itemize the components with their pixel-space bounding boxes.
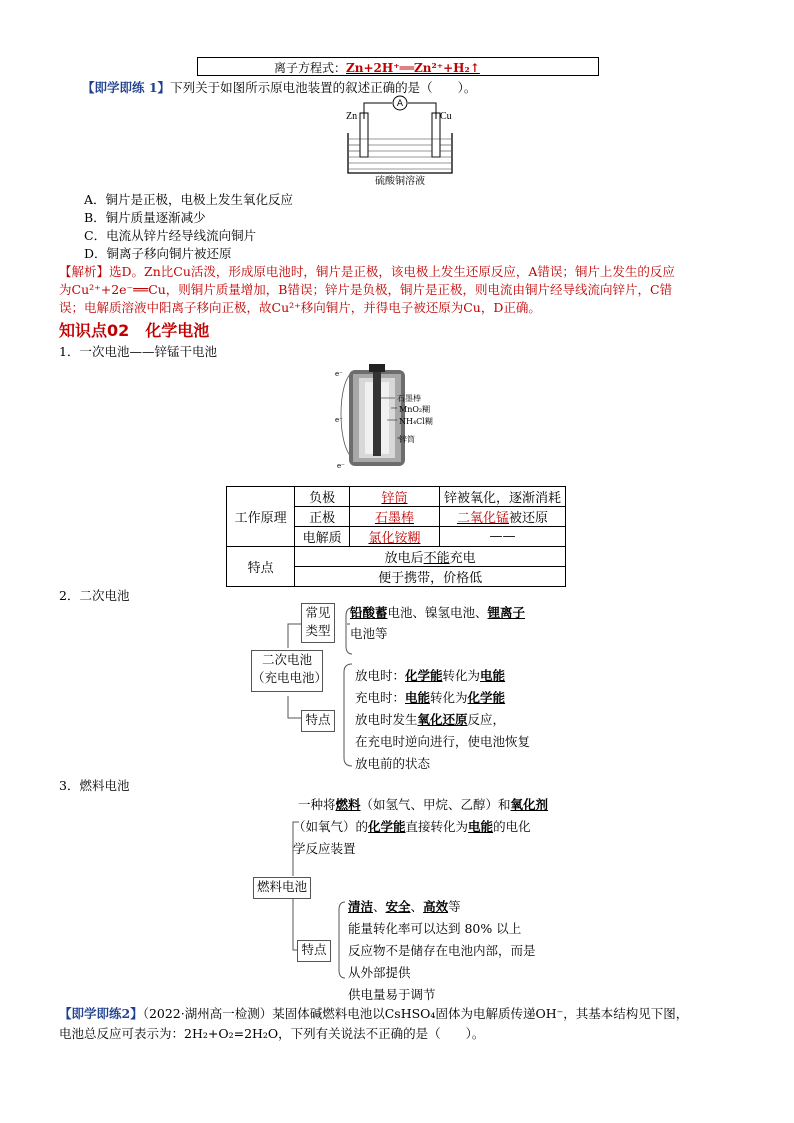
fuel-f1-a: 清洁 (348, 899, 374, 914)
secondary-root-line2: （充电电池） (252, 670, 328, 685)
positive-desc: 被还原 (508, 511, 548, 526)
fuel-f1-d: 、 (410, 899, 424, 914)
f3-c: 反应， (467, 712, 506, 727)
def2-d: 电能 (468, 819, 494, 834)
fuel-cell-root: 燃料电池 (253, 877, 311, 899)
positive-key: 正极 (295, 507, 350, 527)
fuel-cell-title: 3．燃料电池 (59, 778, 130, 793)
zinc-can-label: 锌筒 (399, 435, 415, 444)
f3-a: 放电时发生 (355, 712, 418, 727)
dry-cell-figure (335, 358, 465, 476)
secondary-f3 (355, 709, 505, 730)
fuel-def3: 学反应装置 (293, 841, 356, 856)
positive-value: 石墨棒 (349, 507, 439, 527)
analysis-line-3: 误；电解质溶液中阳离子移向正极，故Cu²⁺移向铜片，并得电子被还原为Cu，D正确。 (59, 300, 541, 315)
option-d: D．铜离子移向铜片被还原 (84, 246, 232, 261)
secondary-f2 (355, 687, 505, 708)
f2-a: 充电时： (355, 690, 406, 705)
feature-cell: 特点 (227, 547, 295, 587)
nh4cl-label: NH₄Cl糊 (399, 417, 433, 426)
option-a: A．铜片是正极，电极上发生氧化反应 (84, 192, 294, 207)
exercise2-tag: 【即学即练2】 (59, 1006, 143, 1021)
secondary-f4: 在充电时逆向进行，使电池恢复 (355, 734, 531, 749)
dry-cell-table (226, 486, 566, 587)
common-types-node-line2: 类型 (305, 623, 331, 638)
fuel-feature-node: 特点 (297, 940, 331, 962)
exercise1-question-line (82, 78, 476, 96)
exercise2-line2: 电池总反应可表示为：2H₂+O₂=2H₂O，下列有关说法不正确的是（ ）。 (59, 1026, 485, 1041)
def1-a: 一种将 (298, 797, 336, 812)
section-title: 知识点02 化学电池 (59, 321, 210, 340)
secondary-root-line1: 二次电池 (261, 652, 312, 667)
fuel-f4: 从外部提供 (348, 965, 411, 980)
electrolyte-desc: —— (439, 527, 565, 547)
cell-caption: 硫酸铜溶液 (375, 176, 425, 187)
f2-b: 电能 (405, 690, 431, 705)
fuel-f3: 反应物不是储存在电池内部，而是 (348, 943, 536, 958)
analysis-line-1: 【解析】选D。Zn比Cu活泼，形成原电池时，铜片是正极，该电极上发生还原反应，A错误；铜片上发生的反应 (59, 264, 675, 279)
secondary-types-line1 (350, 602, 525, 623)
f1-a: 放电时： (355, 668, 406, 683)
mno2-label: MnO₂糊 (399, 405, 431, 414)
secondary-battery-title: 2．二次电池 (59, 588, 130, 603)
fuel-f2: 能量转化率可以达到 80% 以上 (348, 921, 522, 936)
f3-b: 氧化还原 (417, 712, 468, 727)
common-types-node-line1: 常见 (305, 605, 331, 620)
exercise1-question: 下列关于如图所示原电池装置的叙述正确的是（ ）。 (170, 80, 477, 95)
common-types-node (301, 603, 335, 643)
f2-c: 转化为 (430, 690, 468, 705)
fuel-f1-c: 安全 (385, 899, 411, 914)
negative-value: 锌筒 (349, 487, 439, 507)
secondary-types-line2: 电池等 (350, 626, 388, 641)
feature-1-pre: 放电后 (384, 551, 424, 566)
exercise2-text1: （2022·湖州高一检测）某固体碱燃料电池以CsHSO₄固体为电解质传递OH⁻，其基本结构见下图， (142, 1006, 689, 1021)
fuel-f1 (348, 896, 461, 917)
fuel-f1-b: 、 (373, 899, 386, 914)
fuel-def1 (298, 794, 548, 815)
electron-label-mid: e⁻ (335, 416, 343, 424)
f1-d: 电能 (480, 668, 506, 683)
cu-label: Cu (440, 111, 452, 122)
positive-desc-cell (439, 507, 565, 527)
electron-label-bottom: e⁻ (337, 462, 345, 470)
f1-b: 化学能 (405, 668, 443, 683)
secondary-f1 (355, 665, 505, 686)
fuel-def2 (293, 816, 531, 837)
primary-battery-title: 1．一次电池——锌锰干电池 (59, 344, 217, 359)
f2-d: 化学能 (467, 690, 506, 705)
def2-b: 化学能 (368, 819, 406, 834)
def2-a: （如氧气）的 (293, 819, 369, 834)
analysis-line-2: 为Cu²⁺+2e⁻══Cu，则铜片质量增加，B错误；锌片是负极，铜片是正极，则电流由铜片经导线流向锌片，C错 (59, 282, 673, 297)
lead-acid: 铅酸蓄 (350, 605, 388, 620)
work-principle-cell: 工作原理 (227, 487, 295, 547)
ion-equation-value: Zn+2H⁺══Zn²⁺+H₂↑ (346, 61, 480, 75)
types-middle: 电池、镍氢电池、 (387, 605, 488, 620)
secondary-battery-root (251, 650, 328, 692)
ammeter-label: A (396, 99, 404, 109)
electrolyte-key: 电解质 (295, 527, 350, 547)
galvanic-cell-figure (340, 95, 460, 187)
fuel-f1-f: 等 (448, 899, 461, 914)
ion-equation-label: 离子方程式： (274, 61, 347, 75)
secondary-f5: 放电前的状态 (355, 756, 431, 771)
positive-desc-highlight: 二氧化锰 (456, 511, 509, 526)
option-b: B．铜片质量逐渐减少 (84, 210, 206, 225)
fuel-f5: 供电量易于调节 (348, 987, 436, 1002)
zn-label: Zn (346, 111, 358, 122)
exercise2-line1 (59, 1004, 688, 1022)
electrolyte-value: 氯化铵糊 (349, 527, 439, 547)
fuel-f1-e: 高效 (423, 899, 449, 914)
lithium-ion: 锂离子 (487, 605, 526, 620)
negative-key: 负极 (295, 487, 350, 507)
def2-e: 的电化 (493, 819, 531, 834)
ion-equation-box (197, 57, 599, 76)
feature-1-post: 充电 (449, 551, 476, 566)
def1-b: 燃料 (335, 797, 361, 812)
def2-c: 直接转化为 (405, 819, 469, 834)
feature-1-underline: 不能 (423, 551, 450, 566)
def1-d: 氧化剂 (510, 797, 549, 812)
exercise1-tag: 【即学即练 1】 (82, 80, 171, 95)
option-c: C．电流从锌片经导线流向铜片 (84, 228, 257, 243)
feature-1 (295, 547, 566, 567)
def1-c: （如氢气、甲烷、乙醇）和 (360, 797, 511, 812)
graphite-rod-label: 石墨棒 (397, 394, 421, 403)
secondary-feature-node: 特点 (301, 710, 335, 732)
feature-2: 便于携带，价格低 (295, 567, 566, 587)
electron-label-top: e⁻ (335, 370, 343, 378)
negative-desc: 锌被氧化，逐渐消耗 (439, 487, 565, 507)
f1-c: 转化为 (442, 668, 481, 683)
